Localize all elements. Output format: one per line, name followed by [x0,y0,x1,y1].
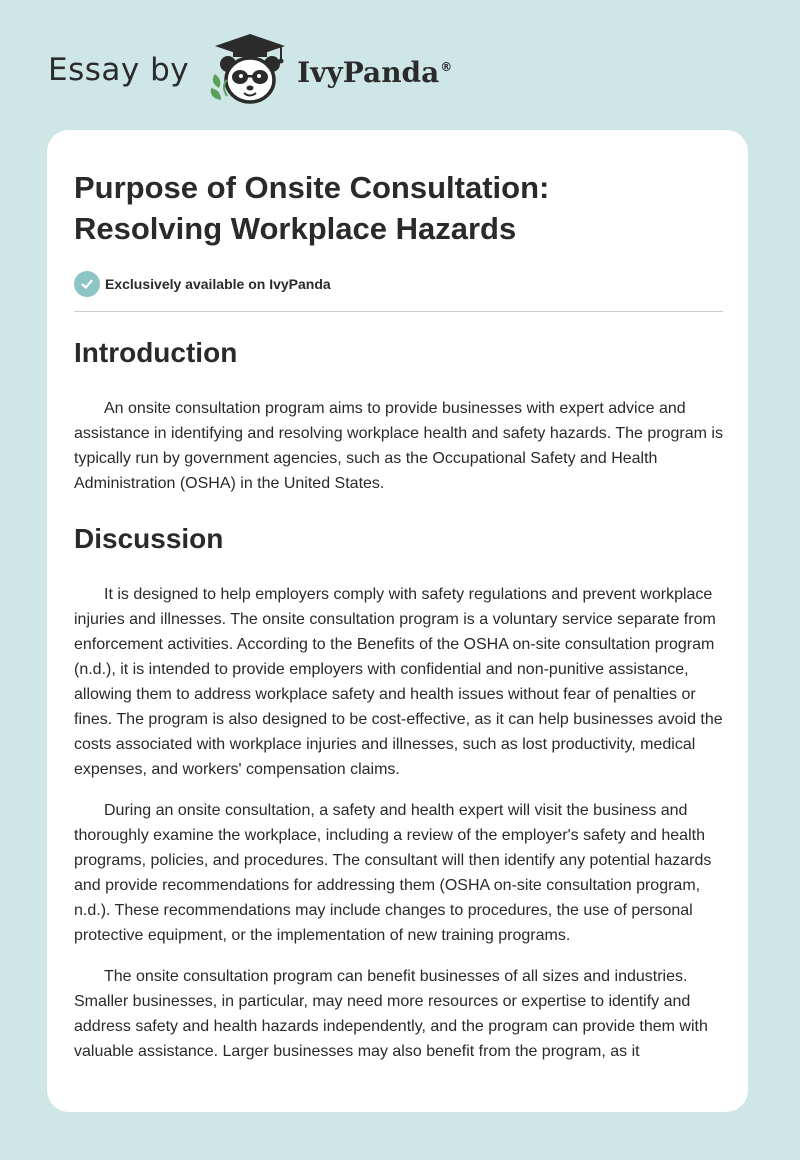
check-icon [74,271,100,297]
brand-name-text: IvyPanda [297,55,440,89]
paragraph: An onsite consultation program aims to provide businesses with expert advice and assistance in identifying and resolving workplace health and safety hazards. The program is typically run by government agencies, such as the Occupational Safety and Health Administration (OSHA) in the United States. [74,400,723,492]
section-heading-discussion: Discussion [74,523,224,554]
registered-mark: ® [440,60,453,75]
paragraph: During an onsite consultation, a safety and health expert will visit the business and thoroughly examine the workplace, including a review of the employer's safety and health programs, policies, and procedures. The consultant will then identify any potential hazards and provide recommendations for addressing them (OSHA on-site consultation program, n.d.). These recommendations may include changes to procedures, the use of personal protective equipment, or the implementation of new training programs. [74,802,712,944]
brand-name [297,56,452,89]
article-content [74,130,723,1064]
exclusive-badge-label: Exclusively available on IvyPanda [105,276,331,292]
exclusive-badge [74,271,723,297]
article-card [47,130,748,1112]
article-title [74,167,723,249]
paragraph: The onsite consultation program can benefit businesses of all sizes and industries. Smaller businesses, in particular, may need more resources or expertise to identify and address safety and health hazards independently, and the program can provide them with valuable assistance. Larger businesses may also benefit from the program, as it [74,968,708,1060]
brand-header [48,30,452,110]
section-heading-introduction: Introduction [74,337,238,368]
article-title-line-1: Purpose of Onsite Consultation: [74,170,550,205]
essay-by-label: Essay by [48,52,190,88]
divider [74,311,723,312]
panda-logo-icon [205,30,295,110]
paragraph: It is designed to help employers comply with safety regulations and prevent workplace injuries and illnesses. The onsite consultation program is a voluntary service separate from enforcement activities. According to the Benefits of the OSHA on-site consultation program (n.d.), it is intended to provide employers with confidential and non-punitive assistance, allowing them to address workplace safety and health issues without fear of penalties or fines. The program is also designed to be cost-effective, as it can help businesses avoid the costs associated with workplace injuries and illnesses, such as lost productivity, medical expenses, and workers' compensation claims. [74,586,723,778]
article-title-line-2: Resolving Workplace Hazards [74,211,517,246]
